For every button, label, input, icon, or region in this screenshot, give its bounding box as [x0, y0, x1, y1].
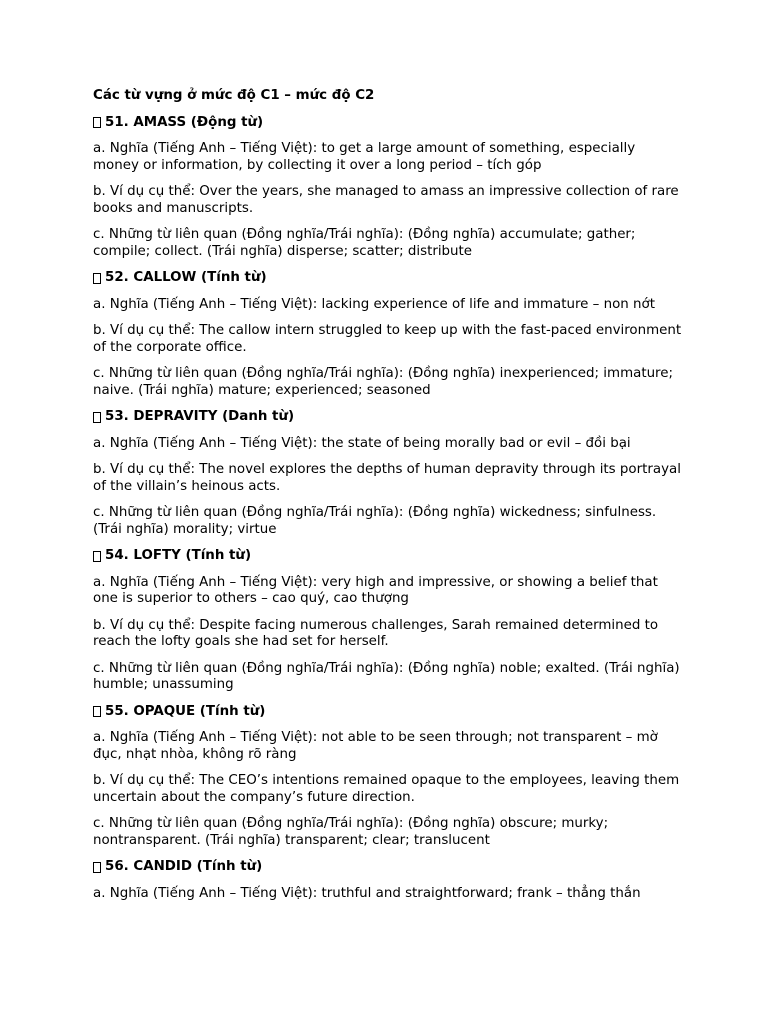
unknown-glyph-box-icon: [93, 412, 101, 423]
vocab-entry: [93, 270, 683, 399]
vocab-entry: [93, 115, 683, 261]
entry-meaning: a. Nghĩa (Tiếng Anh – Tiếng Việt): lacking experience of life and immature – non nớt: [93, 296, 655, 312]
entry-example: b. Ví dụ cụ thể: The CEO’s intentions remained opaque to the employees, leaving them uncertain about the company’s future direction.: [93, 773, 680, 805]
entry-heading: [93, 704, 683, 721]
entry-meaning: a. Nghĩa (Tiếng Anh – Tiếng Việt): not able to be seen through; not transparent – mờ đục, nhạt nhòa, không rõ ràng: [93, 730, 658, 762]
entry-heading-text: 55. OPAQUE (Tính từ): [105, 703, 266, 719]
entry-related-words: c. Những từ liên quan (Đồng nghĩa/Trái nghĩa): (Đồng nghĩa) noble; exalted. (Trái nghĩa) humble; unassuming: [93, 660, 680, 692]
entry-related-words: c. Những từ liên quan (Đồng nghĩa/Trái nghĩa): (Đồng nghĩa) obscure; murky; nontransparent. (Trái nghĩa) transparent; clear; translucent: [93, 816, 609, 848]
entry-example: b. Ví dụ cụ thể: The callow intern struggled to keep up with the fast-paced environment of the corporate office.: [93, 323, 682, 355]
entry-heading: [93, 409, 683, 426]
unknown-glyph-box-icon: [93, 117, 101, 128]
entry-heading-text: 52. CALLOW (Tính từ): [105, 270, 267, 285]
entry-heading: [93, 548, 683, 565]
document-content: [93, 88, 683, 912]
entry-related-words: c. Những từ liên quan (Đồng nghĩa/Trái nghĩa): (Đồng nghĩa) wickedness; sinfulness. (Trái nghĩa) morality; virtue: [93, 505, 657, 537]
unknown-glyph-box-icon: [93, 551, 101, 562]
entry-heading-text: 51. AMASS (Động từ): [105, 114, 264, 130]
vocab-entry: [93, 548, 683, 694]
entry-related-words: c. Những từ liên quan (Đồng nghĩa/Trái nghĩa): (Đồng nghĩa) accumulate; gather; compile; collect. (Trái nghĩa) disperse; scatter; distribute: [93, 227, 636, 259]
entry-example: b. Ví dụ cụ thể: Despite facing numerous challenges, Sarah remained determined to reach the lofty goals she had set for herself.: [93, 617, 659, 649]
vocab-entry: [93, 704, 683, 850]
entry-example: b. Ví dụ cụ thể: The novel explores the depths of human depravity through its portrayal of the villain’s heinous acts.: [93, 462, 681, 494]
entry-example: b. Ví dụ cụ thể: Over the years, she managed to amass an impressive collection of rare books and manuscripts.: [93, 184, 679, 216]
entry-related-words: c. Những từ liên quan (Đồng nghĩa/Trái nghĩa): (Đồng nghĩa) inexperienced; immature; naive. (Trái nghĩa) mature; experienced; seasoned: [93, 366, 674, 398]
unknown-glyph-box-icon: [93, 273, 101, 284]
entry-meaning: a. Nghĩa (Tiếng Anh – Tiếng Việt): truthful and straightforward; frank – thẳng thắn: [93, 885, 641, 901]
unknown-glyph-box-icon: [93, 706, 101, 717]
entry-heading: [93, 270, 683, 287]
entry-meaning: a. Nghĩa (Tiếng Anh – Tiếng Việt): the state of being morally bad or evil – đồi bại: [93, 435, 631, 451]
entry-meaning: a. Nghĩa (Tiếng Anh – Tiếng Việt): to get a large amount of something, especially money or information, by collecting it over a long period – tích góp: [93, 141, 636, 173]
entry-meaning: a. Nghĩa (Tiếng Anh – Tiếng Việt): very high and impressive, or showing a belief that one is superior to others – cao quý, cao thượng: [93, 574, 658, 606]
document-title: Các từ vựng ở mức độ C1 – mức độ C2: [93, 88, 375, 103]
entry-heading-text: 54. LOFTY (Tính từ): [105, 548, 252, 563]
entry-heading: [93, 859, 683, 876]
entry-heading-text: 56. CANDID (Tính từ): [105, 859, 263, 874]
entry-heading-text: 53. DEPRAVITY (Danh từ): [105, 409, 295, 424]
entry-heading: [93, 115, 683, 132]
vocab-entry: [93, 859, 683, 902]
unknown-glyph-box-icon: [93, 862, 101, 873]
vocab-entry: [93, 409, 683, 538]
